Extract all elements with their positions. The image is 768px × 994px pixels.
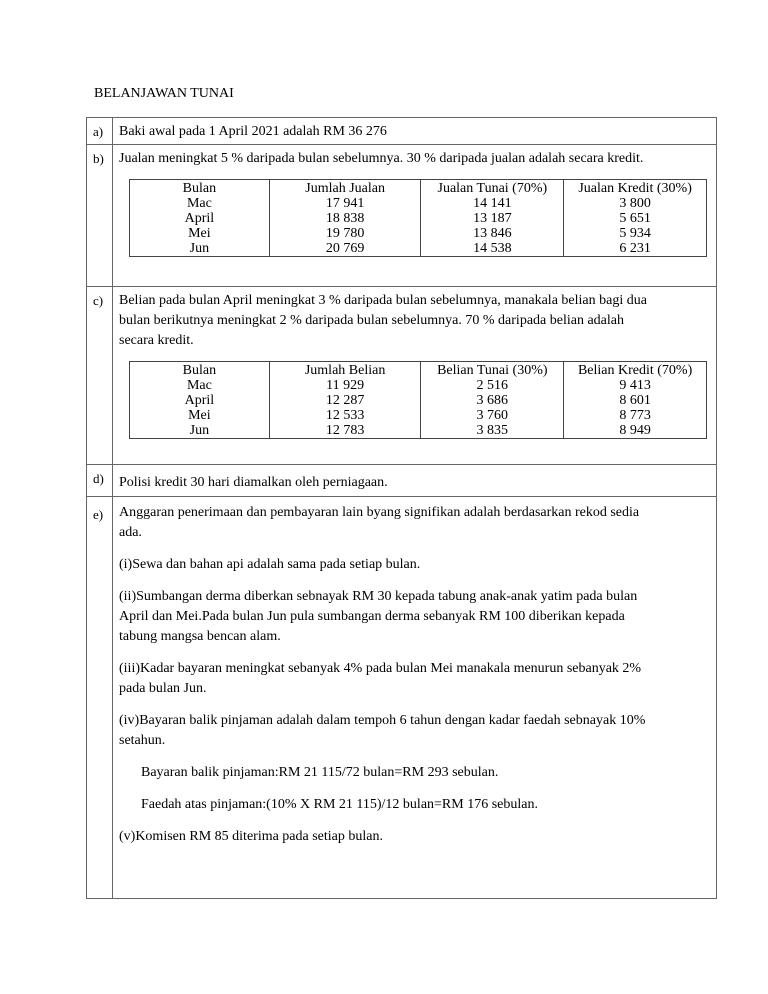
row-label: e) xyxy=(87,497,113,899)
row-a xyxy=(87,118,717,145)
paragraph: Anggaran penerimaan dan pembayaran lain byang signifikan adalah berdasarkan rekod sedia ada. xyxy=(119,505,640,540)
row-text-line: Belian pada bulan April meningkat 3 % daripada bulan sebelumnya, manakala belian bagi dua xyxy=(119,293,647,308)
row-text: Polisi kredit 30 hari diamalkan oleh perniagaan. xyxy=(113,465,717,497)
table-cell: Bulan Mac April Mei Jun xyxy=(130,362,270,439)
table-row xyxy=(130,180,707,257)
table-cell: Jualan Kredit (30%) 3 800 5 651 5 934 6 231 xyxy=(564,180,707,257)
row-label: c) xyxy=(87,287,113,465)
document-title: BELANJAWAN TUNAI xyxy=(94,86,234,101)
budget-info-table xyxy=(86,117,717,899)
calculation-line: Faedah atas pinjaman:(10% X RM 21 115)/12 bulan=RM 176 sebulan. xyxy=(141,797,538,812)
calculation-line: Bayaran balik pinjaman:RM 21 115/72 bulan=RM 293 sebulan. xyxy=(141,765,499,780)
paragraph: (iv)Bayaran balik pinjaman adalah dalam tempoh 6 tahun dengan kadar faedah sebnayak 10% setahun. xyxy=(119,713,646,748)
purchases-table xyxy=(129,361,707,439)
table-cell: Jumlah Jualan 17 941 18 838 19 780 20 769 xyxy=(269,180,421,257)
row-b xyxy=(87,145,717,287)
paragraph: (i)Sewa dan bahan api adalah sama pada setiap bulan. xyxy=(119,557,421,572)
row-label: d) xyxy=(87,465,113,497)
row-d xyxy=(87,465,717,497)
row-c xyxy=(87,287,717,465)
table-cell: Belian Kredit (70%) 9 413 8 601 8 773 8 949 xyxy=(564,362,707,439)
paragraph: (iii)Kadar bayaran meningkat sebanyak 4% pada bulan Mei manakala menurun sebanyak 2% pada bulan Jun. xyxy=(119,661,642,696)
row-label: a) xyxy=(87,118,113,145)
row-e xyxy=(87,497,717,899)
row-text: Jualan meningkat 5 % daripada bulan sebelumnya. 30 % daripada jualan adalah secara kredit. xyxy=(119,151,644,166)
table-cell: Jualan Tunai (70%) 14 141 13 187 13 846 14 538 xyxy=(421,180,564,257)
row-text-line: secara kredit. xyxy=(119,333,194,348)
table-row xyxy=(130,362,707,439)
row-text: Baki awal pada 1 April 2021 adalah RM 36 276 xyxy=(113,118,717,145)
paragraph: (v)Komisen RM 85 diterima pada setiap bulan. xyxy=(119,829,383,844)
row-label: b) xyxy=(87,145,113,287)
table-cell: Belian Tunai (30%) 2 516 3 686 3 760 3 835 xyxy=(421,362,564,439)
table-cell: Jumlah Belian 11 929 12 287 12 533 12 783 xyxy=(269,362,421,439)
row-text-line: bulan berikutnya meningkat 2 % daripada bulan sebelumnya. 70 % daripada belian adalah xyxy=(119,313,624,328)
sales-table xyxy=(129,179,707,257)
table-cell: Bulan Mac April Mei Jun xyxy=(130,180,270,257)
paragraph: (ii)Sumbangan derma diberkan sebnayak RM 30 kepada tabung anak-anak yatim pada bulan April dan Mei.Pada bulan Jun pula sumbangan derma sebanyak RM 100 diberikan kepada tabung mangsa bencan alam. xyxy=(119,589,638,644)
